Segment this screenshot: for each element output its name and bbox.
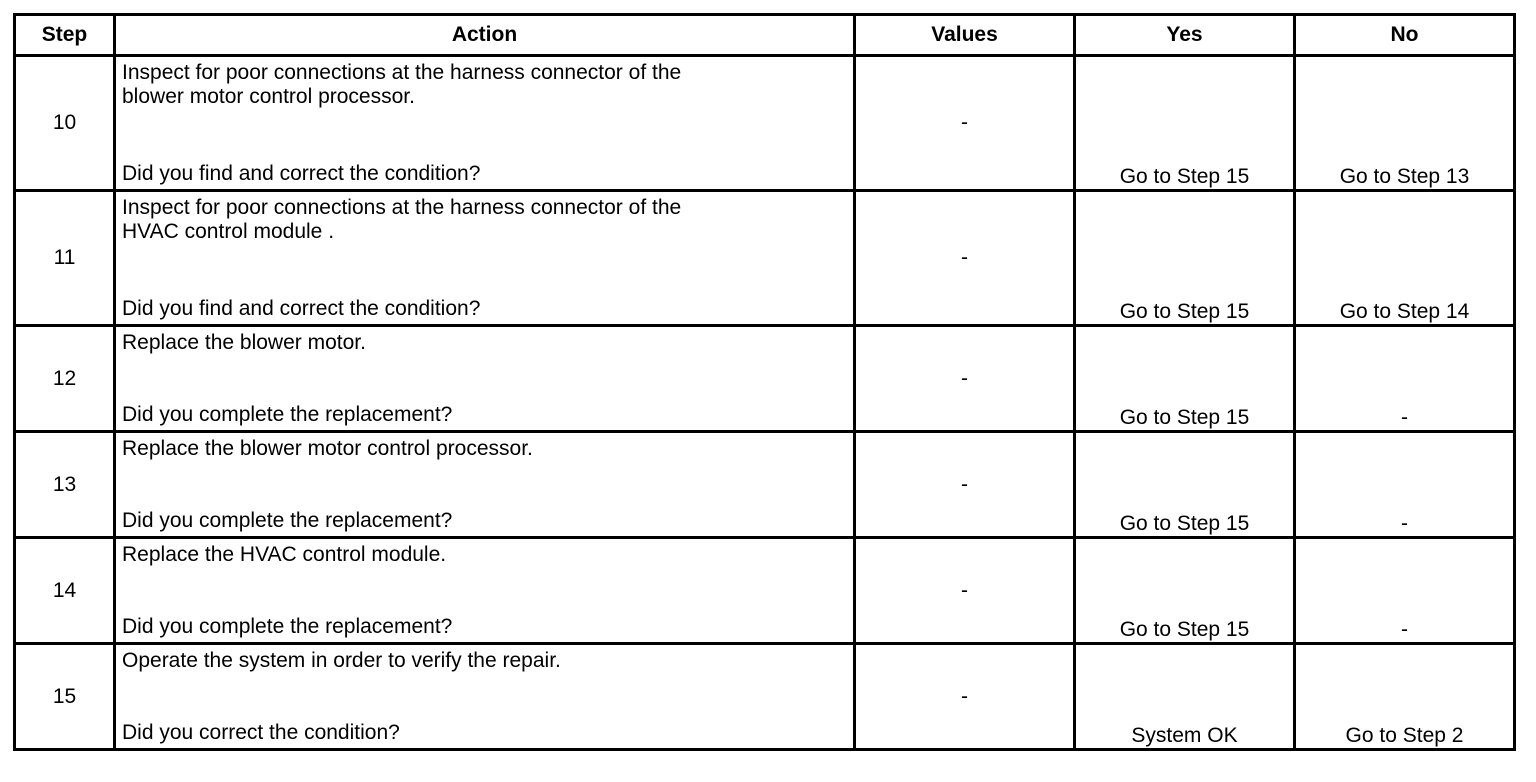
no-result: - [1295, 432, 1515, 538]
column-header-action: Action [115, 15, 855, 56]
table-row [15, 56, 1515, 191]
action-cell [115, 56, 855, 191]
column-header-no: No [1295, 15, 1515, 56]
table-row [15, 326, 1515, 432]
action-instruction: Replace the blower motor control processor. [122, 437, 533, 460]
action-question: Did you complete the replacement? [122, 509, 453, 532]
action-question: Did you find and correct the condition? [122, 297, 481, 320]
action-cell [115, 191, 855, 326]
action-instruction: Replace the blower motor. [122, 331, 366, 354]
table-row [15, 644, 1515, 750]
table-row [15, 191, 1515, 326]
action-cell [115, 644, 855, 750]
no-result: - [1295, 326, 1515, 432]
yes-result: Go to Step 15 [1075, 56, 1295, 191]
no-result: - [1295, 538, 1515, 644]
yes-result: Go to Step 15 [1075, 538, 1295, 644]
action-question: Did you find and correct the condition? [122, 162, 481, 185]
column-header-values: Values [855, 15, 1075, 56]
step-number: 12 [15, 326, 115, 432]
action-cell [115, 538, 855, 644]
values-cell: - [855, 326, 1075, 432]
values-cell: - [855, 56, 1075, 191]
no-result: Go to Step 14 [1295, 191, 1515, 326]
action-instruction: Operate the system in order to verify the repair. [122, 649, 561, 672]
yes-result: Go to Step 15 [1075, 191, 1295, 326]
yes-result: Go to Step 15 [1075, 326, 1295, 432]
action-cell [115, 432, 855, 538]
action-cell [115, 326, 855, 432]
values-cell: - [855, 644, 1075, 750]
table-header-row [15, 15, 1515, 56]
no-result: Go to Step 13 [1295, 56, 1515, 191]
action-question: Did you complete the replacement? [122, 403, 453, 426]
action-instruction: Inspect for poor connections at the harness connector of the blower motor control processor. [122, 61, 682, 108]
values-cell: - [855, 432, 1075, 538]
step-number: 11 [15, 191, 115, 326]
no-result: Go to Step 2 [1295, 644, 1515, 750]
step-number: 15 [15, 644, 115, 750]
table-row [15, 432, 1515, 538]
step-number: 14 [15, 538, 115, 644]
step-number: 13 [15, 432, 115, 538]
table-row [15, 538, 1515, 644]
column-header-yes: Yes [1075, 15, 1295, 56]
action-instruction: Inspect for poor connections at the harness connector of the HVAC control module . [122, 196, 682, 243]
yes-result: Go to Step 15 [1075, 432, 1295, 538]
values-cell: - [855, 191, 1075, 326]
values-cell: - [855, 538, 1075, 644]
column-header-step: Step [15, 15, 115, 56]
diagnostic-table [13, 13, 1516, 751]
step-number: 10 [15, 56, 115, 191]
action-instruction: Replace the HVAC control module. [122, 543, 447, 566]
action-question: Did you correct the condition? [122, 721, 400, 744]
yes-result: System OK [1075, 644, 1295, 750]
action-question: Did you complete the replacement? [122, 615, 453, 638]
